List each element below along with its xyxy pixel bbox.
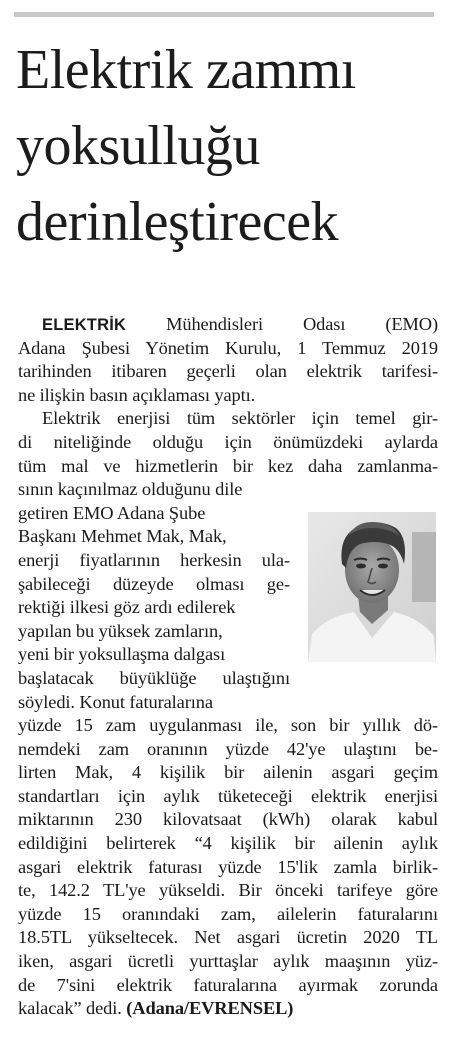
article-line: enerji fiyatlarının herkesin ula- — [18, 549, 290, 570]
headline-line-2: yoksulluğu — [16, 115, 260, 177]
article-line: rektiği ilkesi göz ardı edilerek — [18, 597, 236, 618]
article-line: iken, asgari ücretli yurttaşlar aylık maaşının yüz- — [18, 951, 438, 972]
article-line: başlatacak büyüklüğe ulaştığını — [18, 667, 290, 688]
headline — [16, 32, 446, 260]
lead-word: ELEKTRİK — [42, 316, 127, 334]
article-line: nemdeki zam oranının yüzde 42'ye ulaştını be- — [18, 738, 438, 759]
article-line-text: kalacak” dedi. — [18, 998, 127, 1019]
article-line: yapılan bu yüksek zamların, — [18, 620, 223, 641]
article-line: standartları için aylık tüketeceği elektrik enerjisi — [18, 785, 438, 806]
article-line: asgari elektrik faturası yüzde 15'lik zamla birlik- — [18, 856, 438, 877]
article-line: yüzde 15 zam uygulanması ile, son bir yıllık dö- — [18, 715, 438, 736]
headline-line-1: Elektrik zammı — [16, 39, 356, 101]
article-line: de 7'sini elektrik faturalarına ayırmak zorunda — [18, 974, 438, 995]
article-body — [18, 313, 438, 1021]
article-line: te, 142.2 TL'ye yükseldi. Bir önceki tarifeye göre — [18, 880, 438, 901]
article-line: yüzde 15 oranındaki zam, ailelerin faturalarını — [18, 903, 438, 924]
article-line: tarihinden itibaren geçerli olan elektrik tarifesi- — [18, 361, 438, 382]
source-credit: (Adana/EVRENSEL) — [126, 998, 294, 1019]
article-line — [18, 313, 438, 337]
article-line: 18.5TL yükseltecek. Net asgari ücretin 2020 TL — [18, 927, 438, 948]
article-line: Elektrik enerjisi tüm sektörler için temel gir- — [42, 408, 438, 429]
article-line: sının kaçınılmaz olduğunu dile — [18, 479, 243, 500]
article-line: yeni bir yoksullaşma dalgası — [18, 644, 226, 665]
article-line: ne ilişkin basın açıklaması yaptı. — [18, 384, 256, 405]
article-line: miktarının 230 kilovatsaat (kWh) olarak kabul — [18, 809, 438, 830]
article-line: Adana Şubesi Yönetim Kurulu, 1 Temmuz 2019 — [18, 337, 438, 358]
article-line — [18, 997, 438, 1021]
article-line: lirten Mak, 4 kişilik bir ailenin asgari geçim — [18, 762, 438, 783]
article-line: edildiğini belirterek “4 kişilik bir ailenin aylık — [18, 833, 438, 854]
article-line: getiren EMO Adana Şube — [18, 502, 206, 523]
article-line: söyledi. Konut faturalarına — [18, 691, 213, 712]
portrait-image — [308, 512, 436, 662]
headline-line-3: derinleştirecek — [16, 191, 339, 253]
article-line: di niteliğinde olduğu için önümüzdeki aylarda — [18, 431, 438, 452]
top-rule — [14, 12, 434, 17]
portrait-photo — [308, 512, 436, 662]
article-line: Başkanı Mehmet Mak, Mak, — [18, 526, 227, 547]
article-line: şabileceği düzeyde olması ge- — [18, 573, 290, 594]
article-line: tüm mal ve hizmetlerin bir kez daha zamlanma- — [18, 455, 438, 476]
article-line-text: Mühendisleri Odası (EMO) — [126, 314, 438, 334]
